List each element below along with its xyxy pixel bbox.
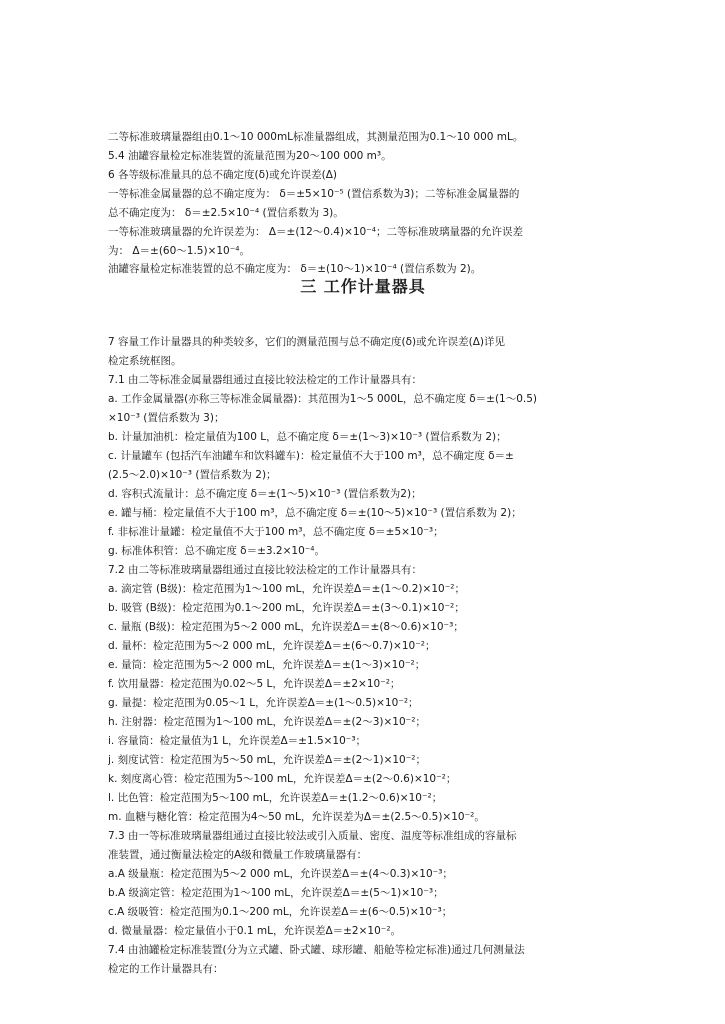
text-line: 7 容量工作计量器具的种类较多，它们的测量范围与总不确定度(δ)或允许误差(Δ)详见 <box>108 336 506 348</box>
text-line: b. 吸管 (B级)：检定范围为0.1～200 mL，允许误差Δ＝±(3～0.1)×10⁻²； <box>108 602 465 614</box>
text-line: g. 量提：检定范围为0.05～1 L，允许误差Δ＝±(1～0.5)×10⁻²； <box>108 697 419 709</box>
text-line: c.A 级吸管：检定范围为0.1～200 mL，允许误差Δ＝±(6～0.5)×10⁻³； <box>108 906 453 918</box>
text-line: 5.4 油罐容量检定标准装置的流量范围为20～100 000 m³。 <box>108 150 392 162</box>
text-line: 油罐容量检定标准装置的总不确定度为： δ＝±(10～1)×10⁻⁴ (置信系数为 2)。 <box>108 263 482 275</box>
text-line: a. 滴定管 (B级)：检定范围为1～100 mL，允许误差Δ＝±(1～0.2)×10⁻²； <box>108 583 465 595</box>
text-line <box>108 245 618 259</box>
text-line: d. 微量量器：检定量值小于0.1 mL，允许误差Δ＝±2×10⁻²。 <box>108 925 402 937</box>
section-heading: 三 工作计量器具 <box>300 277 426 296</box>
text-line: 为： Δ＝±(60～1.5)×10⁻⁴。 <box>108 245 250 257</box>
text-line: g. 标准体积管：总不确定度 δ＝±3.2×10⁻⁴。 <box>108 545 326 557</box>
text-line: m. 血糖与糖化管：检定范围为4～50 mL，允许误差为Δ＝±(2.5～0.5)×10⁻²。 <box>108 811 485 823</box>
text-line: f. 非标准计量罐：检定量值不大于100 m³，总不确定度 δ＝±5×10⁻³； <box>108 526 444 538</box>
text-line: (2.5～2.0)×10⁻³ (置信系数为 2)； <box>108 469 277 481</box>
text-line: 检定的工作计量器具有： <box>108 963 224 975</box>
text-line: b. 计量加油机：检定量值为100 L，总不确定度 δ＝±(1～3)×10⁻³ (置信系数为 2)； <box>108 431 507 443</box>
text-line: c. 量瓶 (B级)：检定范围为5～2 000 mL，允许误差Δ＝±(8～0.6)×10⁻³； <box>108 621 464 633</box>
text-line: e. 量筒：检定范围为5～2 000 mL，允许误差Δ＝±(1～3)×10⁻²； <box>108 659 426 671</box>
text-line: i. 容量筒：检定量值为1 L，允许误差Δ＝±1.5×10⁻³； <box>108 735 367 747</box>
text-line: 7.1 由二等标准金属量器组通过直接比较法检定的工作计量器具有： <box>108 374 423 386</box>
text-line: d. 量杯：检定范围为5～2 000 mL，允许误差Δ＝±(6～0.7)×10⁻²； <box>108 640 436 652</box>
text-line: j. 刻度试管：检定范围为5～50 mL，允许误差Δ＝±(2～1)×10⁻²； <box>108 754 426 766</box>
text-line: f. 饮用量器：检定范围为0.02～5 L，允许误差Δ＝±2×10⁻²； <box>108 678 401 690</box>
text-line: a.A 级量瓶：检定范围为5～2 000 mL，允许误差Δ＝±(4～0.3)×10⁻³； <box>108 868 453 880</box>
text-line: c. 计量罐车 (包括汽车油罐车和饮料罐车)：检定量值不大于100 m³，总不确定度 δ＝± <box>108 450 514 462</box>
text-line: d. 容积式流量计：总不确定度 δ＝±(1～5)×10⁻³ (置信系数为2)； <box>108 488 422 500</box>
text-line: 检定系统框图。 <box>108 355 182 367</box>
text-line: 二等标准玻璃量器组由0.1～10 000mL标准量器组成，其测量范围为0.1～10 000 mL。 <box>108 131 524 143</box>
text-line: 6 各等级标准量具的总不确定度(δ)或允许误差(Δ) <box>108 169 338 181</box>
text-line: e. 罐与桶：检定量值不大于100 m³，总不确定度 δ＝±(10～5)×10⁻³ (置信系数为 2)； <box>108 507 522 519</box>
text-line: ×10⁻³ (置信系数为 3)； <box>108 412 225 424</box>
text-line: l. 比色管：检定范围为5～100 mL，允许误差Δ＝±(1.2～0.6)×10⁻²； <box>108 792 443 804</box>
text-line: 7.3 由一等标准玻璃量器组通过直接比较法或引入质量、密度、温度等标准组成的容量标 <box>108 830 517 842</box>
text-line: 一等标准玻璃量器的允许误差为： Δ＝±(12～0.4)×10⁻⁴；二等标准玻璃量器的允许误差 <box>108 226 523 238</box>
text-line: a. 工作金属量器(亦称三等标准金属量器)：其范围为1～5 000L，总不确定度 δ＝±(1～0.5) <box>108 393 538 405</box>
text-line: 一等标准金属量器的总不确定度为： δ＝±5×10⁻⁵ (置信系数为3)；二等标准金属量器的 <box>108 188 520 200</box>
text-line: 7.2 由二等标准玻璃量器组通过直接比较法检定的工作计量器具有： <box>108 564 423 576</box>
text-line: 准装置，通过衡量法检定的A级和微量工作玻璃量器有： <box>108 849 368 861</box>
text-line: b.A 级滴定管：检定范围为1～100 mL，允许误差Δ＝±(5～1)×10⁻³； <box>108 887 444 899</box>
text-line: 7.4 由油罐检定标准装置(分为立式罐、卧式罐、球形罐、船舱等检定标准)通过几何测量法 <box>108 944 525 956</box>
text-line: 总不确定度为： δ＝±2.5×10⁻⁴ (置信系数为 3)。 <box>108 207 344 219</box>
text-line: h. 注射器：检定范围为1～100 mL，允许误差Δ＝±(2～3)×10⁻²； <box>108 716 426 728</box>
text-line: k. 刻度离心管：检定范围为5～100 mL，允许误差Δ＝±(2～0.6)×10⁻²； <box>108 773 457 785</box>
